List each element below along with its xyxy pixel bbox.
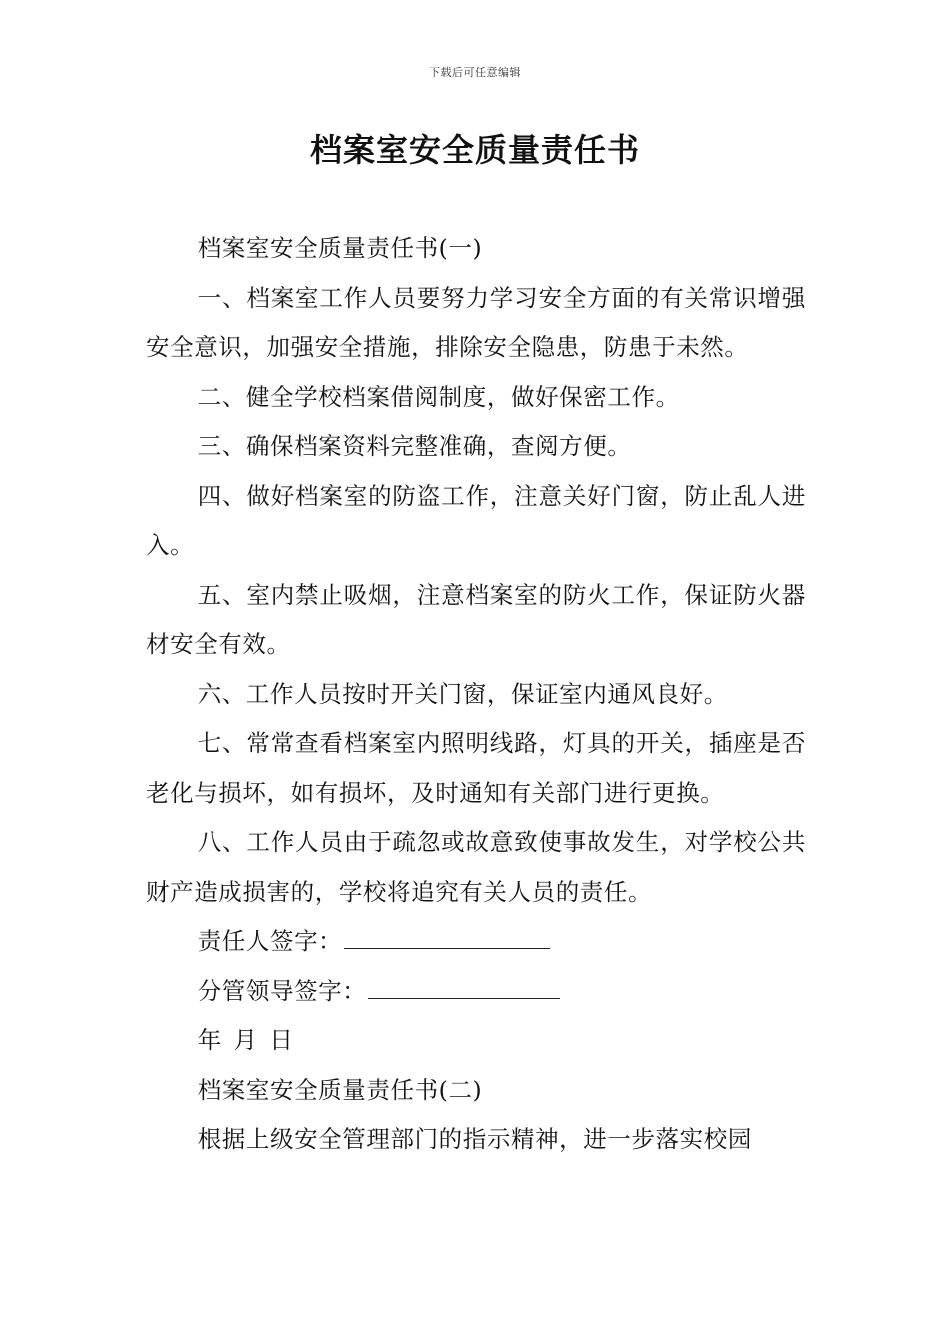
item-6: 六、工作人员按时开关门窗，保证室内通风良好。 (197, 679, 728, 708)
item-2: 二、健全学校档案借阅制度，做好保密工作。 (197, 382, 680, 411)
signature-leader-blank (368, 997, 560, 999)
signature-responsible-label: 责任人签字： (197, 927, 343, 955)
signature-leader-label: 分管领导签字： (197, 976, 367, 1005)
item-5: 五、室内禁止吸烟，注意档案室的防火工作，保证防火器材安全有效。 (146, 580, 806, 658)
item-8: 八、工作人员由于疏忽或故意致使事故发生，对学校公共财产造成损害的，学校将追究有关人员的责任。 (146, 828, 806, 906)
date-line (146, 1016, 806, 1066)
document-body (146, 224, 806, 1165)
item-3: 三、确保档案资料完整准确，查阅方便。 (197, 432, 632, 460)
date-month: 月 (233, 1026, 258, 1054)
date-year: 年 (197, 1026, 222, 1054)
date-day: 日 (269, 1026, 294, 1054)
signature-responsible-line (146, 917, 806, 967)
item-4: 四、做好档案室的防盗工作，注意关好门窗，防止乱人进入。 (146, 481, 806, 559)
item-1: 一、档案室工作人员要努力学习安全方面的有关常识增强安全意识，加强安全措施，排除安全隐患，防患于未然。 (146, 283, 806, 361)
header-note: 下载后可任意编辑 (429, 66, 521, 79)
signature-leader-line (146, 967, 806, 1017)
document-title: 档案室安全质量责任书 (309, 131, 640, 169)
item-7: 七、常常查看档案室内照明线路，灯具的开关，插座是否老化与损坏，如有损坏，及时通知有关部门进行更换。 (146, 729, 806, 807)
section1-heading: 档案室安全质量责任书(一) (197, 234, 483, 262)
section2-intro: 根据上级安全管理部门的指示精神，进一步落实校园 (197, 1125, 752, 1153)
signature-responsible-blank (344, 947, 550, 949)
section2-heading: 档案室安全质量责任书(二) (197, 1075, 483, 1104)
